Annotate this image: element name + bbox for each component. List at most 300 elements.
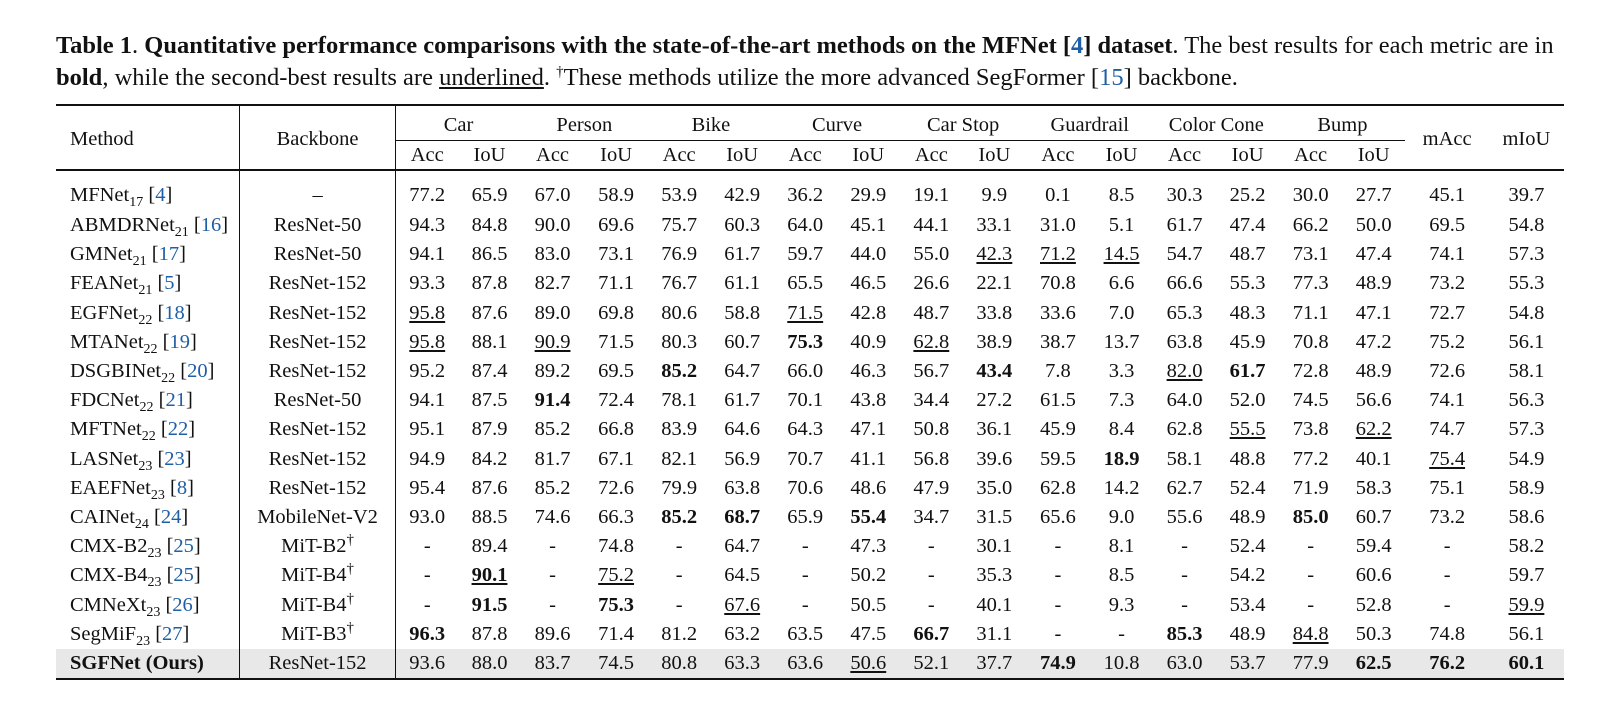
value-cell [1489,211,1564,240]
metric-value: 47.3 [850,535,887,558]
metric-value: 74.5 [1292,389,1329,412]
metric-value: 61.7 [1229,360,1266,383]
metric-value: - [1054,593,1062,616]
metric-value: 58.9 [1508,476,1545,499]
caption-cite2-link[interactable]: 15 [1099,64,1124,91]
value-cell [1216,561,1280,590]
metric-value: 73.1 [1292,243,1329,266]
value-cell [458,474,521,503]
value-cell [1090,357,1154,386]
metric-value: 77.3 [1292,272,1329,295]
value-cell [648,299,711,328]
value-cell [1153,170,1216,211]
caption-rest-c: . [543,64,557,91]
value-cell [1342,299,1406,328]
value-cell [584,357,648,386]
metric-value: 40.1 [1355,447,1392,470]
metric-value: 60.7 [1355,505,1392,528]
value-cell [710,211,774,240]
value-cell [1489,328,1564,357]
metric-value: 88.5 [471,505,508,528]
metric-value: 72.8 [1292,360,1329,383]
metric-value: 65.9 [787,505,824,528]
value-cell [963,474,1027,503]
backbone-cell [239,299,395,328]
citation-link[interactable]: 4 [155,183,166,206]
metric-value: - [423,535,431,558]
metric-value: 65.5 [787,272,824,295]
header-backbone: Backbone [239,105,395,170]
metric-value: 39.6 [976,447,1013,470]
metric-value: 74.9 [1040,651,1076,674]
value-cell [396,170,459,211]
value-cell [648,590,711,619]
citation-link[interactable]: 22 [167,418,189,441]
value-cell [1279,269,1342,298]
value-cell [1153,269,1216,298]
backbone-cell [239,649,395,679]
metric-value: 50.3 [1355,622,1392,645]
citation-link[interactable]: 24 [160,505,182,528]
metric-value: 71.1 [598,272,635,295]
value-cell [1090,620,1154,649]
metric-value: 59.5 [1040,447,1076,470]
method-cell: MFTNet$_{22}$ [22] [70,418,196,445]
method-name: CMX-B4 [70,564,148,587]
metric-value: - [1118,622,1125,645]
metric-value: 48.9 [1355,360,1392,383]
metric-value: 54.2 [1229,564,1266,587]
metric-value: 74.1 [1429,389,1466,412]
metric-value: 7.3 [1108,389,1135,412]
metric-value: 87.6 [471,301,508,324]
value-cell [1153,240,1216,269]
value-cell [1279,170,1342,211]
caption-bold-word: bold [56,64,103,91]
value-cell [774,620,837,649]
value-cell [648,386,711,415]
value-cell [1090,590,1154,619]
metric-value: 88.1 [471,330,508,353]
metric-value: 80.8 [661,651,698,674]
value-cell [1489,474,1564,503]
value-cell [1026,620,1090,649]
metric-value: 31.1 [976,622,1013,645]
metric-value: 8.5 [1108,183,1135,206]
metric-value: 0.1 [1045,183,1071,206]
backbone-name: ResNet-50 [273,389,362,412]
value-cell [396,240,459,269]
citation-link[interactable]: 18 [164,301,185,324]
method-year-subscript: 21 [174,225,189,241]
backbone-cell [239,328,395,357]
metric-value: 58.8 [724,301,761,324]
metric-value: 66.2 [1292,214,1329,237]
metric-value: 77.2 [1292,447,1329,470]
metric-value: 64.6 [724,418,761,441]
metric-value: 19.1 [913,183,950,206]
value-cell [710,620,774,649]
metric-value: 45.1 [1429,183,1466,206]
value-cell [521,649,585,679]
method-cell: CMX-$B2_{23}$ [25] [70,535,201,562]
value-cell [900,415,963,444]
value-cell [396,357,459,386]
metric-value: 46.3 [850,360,887,383]
method-year-subscript: 22 [141,429,156,445]
header-iou: IoU [1216,141,1280,171]
value-cell [648,328,711,357]
value-cell [1405,532,1488,561]
backbone-name: ResNet-50 [273,243,362,266]
metric-value: 68.7 [724,505,761,528]
value-cell [710,561,774,590]
value-cell [1090,415,1154,444]
metric-value: 60.3 [724,214,761,237]
metric-value: 66.8 [598,418,635,441]
citation-link[interactable]: 23 [164,447,185,470]
metric-value: 40.1 [976,593,1013,616]
value-cell [1405,503,1488,532]
method-cell: DSGBINet$_{22}$ [20] [70,360,215,387]
value-cell [521,561,585,590]
citation-link[interactable]: 21 [165,389,186,412]
metric-value: 64.5 [724,564,761,587]
value-cell [458,299,521,328]
table-row [56,240,1564,269]
metric-value: 89.4 [471,535,508,558]
header-iou: IoU [458,141,521,171]
value-cell [900,170,963,211]
table-row [56,357,1564,386]
metric-value: 83.0 [534,243,571,266]
value-cell [1216,328,1280,357]
citation-link[interactable]: 27 [162,622,183,645]
value-cell [1026,299,1090,328]
metric-value: 65.3 [1166,301,1203,324]
metric-value: 55.3 [1229,272,1266,295]
citation-link[interactable]: 16 [200,214,222,237]
metric-value: 94.1 [409,389,446,412]
metric-value: 74.1 [1429,243,1466,266]
metric-value: 56.9 [724,447,761,470]
metric-value: 26.6 [913,272,950,295]
value-cell [1090,328,1154,357]
table-row [56,503,1564,532]
metric-value: 8.5 [1108,564,1135,587]
table-row-ours [56,649,1564,679]
dagger-mark: † [346,619,354,636]
header-class-curve: Curve [774,105,900,141]
method-year-subscript: 22 [138,312,153,328]
value-cell [1026,386,1090,415]
metric-value: 90.0 [534,214,571,237]
value-cell [963,269,1027,298]
value-cell [1279,240,1342,269]
metric-value: 94.9 [409,447,446,470]
metric-value: 53.4 [1229,593,1266,616]
metric-value: 44.1 [913,214,950,237]
value-cell [584,386,648,415]
value-cell [836,474,900,503]
value-cell [458,503,521,532]
backbone-name: ResNet-152 [268,301,367,324]
metric-value: 95.2 [409,360,446,383]
value-cell [774,328,837,357]
value-cell [900,649,963,679]
metric-value: 72.7 [1429,301,1466,324]
value-cell [1279,620,1342,649]
metric-value: 81.7 [534,447,571,470]
backbone-name: MiT-B4 [281,593,347,616]
metric-value: 59.7 [787,243,824,266]
value-cell [648,357,711,386]
value-cell [836,299,900,328]
backbone-cell [239,357,395,386]
header-acc: Acc [648,141,711,171]
metric-value: 66.6 [1166,272,1203,295]
citation-link[interactable]: 5 [164,272,175,295]
value-cell [836,649,900,679]
metric-value: 64.7 [724,535,761,558]
value-cell [836,269,900,298]
value-cell [710,240,774,269]
header-class-person: Person [521,105,648,141]
metric-value: 66.3 [598,505,635,528]
value-cell [1153,503,1216,532]
value-cell [648,532,711,561]
value-cell [836,620,900,649]
value-cell [458,269,521,298]
metric-value: 71.9 [1292,476,1329,499]
metric-value: 96.3 [409,622,446,645]
metric-value: 63.0 [1166,651,1203,674]
metric-value: - [1307,535,1315,558]
value-cell [1489,357,1564,386]
value-cell [963,357,1027,386]
metric-value: 47.9 [913,476,950,499]
value-cell [1279,415,1342,444]
metric-value: 57.3 [1508,243,1545,266]
metric-value: 7.8 [1045,360,1071,383]
value-cell [584,445,648,474]
value-cell [1342,503,1406,532]
value-cell [648,503,711,532]
value-cell [1153,474,1216,503]
metric-value: 63.8 [724,476,761,499]
method-year-subscript: 21 [132,254,147,270]
value-cell [963,386,1027,415]
metric-value: 6.6 [1108,272,1135,295]
metric-value: 56.8 [913,447,950,470]
value-cell [836,211,900,240]
value-cell [1216,590,1280,619]
value-cell [521,170,585,211]
metric-value: 86.5 [471,243,508,266]
metric-value: 29.9 [850,183,887,206]
metric-value: 69.6 [598,214,635,237]
metric-value: 55.4 [850,505,887,528]
value-cell [1405,240,1488,269]
value-cell [774,561,837,590]
value-cell [1026,357,1090,386]
metric-value: 52.0 [1229,389,1266,412]
value-cell [1153,649,1216,679]
metric-value: 60.7 [724,330,761,353]
backbone-cell [239,503,395,532]
metric-value: 33.8 [976,301,1013,324]
value-cell [710,328,774,357]
value-cell [584,170,648,211]
method-cell: SegMiF$_{23}$ [27] [70,622,190,649]
method-cell: FEANet$_{21}$ [5] [70,272,182,299]
value-cell [458,590,521,619]
metric-value: 87.4 [471,360,508,383]
value-cell [584,211,648,240]
value-cell [1405,170,1488,211]
header-acc: Acc [1026,141,1090,171]
value-cell [396,445,459,474]
metric-value: 74.8 [598,535,635,558]
metric-value: 50.6 [850,651,887,674]
value-cell [458,415,521,444]
backbone-cell [239,415,395,444]
metric-value: 70.1 [787,389,824,412]
value-cell [1153,561,1216,590]
citation-link[interactable]: 17 [158,243,180,266]
metric-value: 95.4 [409,476,446,499]
value-cell [1342,357,1406,386]
metric-value: 27.7 [1355,183,1392,206]
backbone-name: MiT-B3 [281,622,347,645]
value-cell [584,649,648,679]
metric-value: 27.2 [976,389,1013,412]
value-cell [1090,445,1154,474]
method-year-subscript: 23 [136,633,151,649]
metric-value: 88.0 [471,651,508,674]
value-cell [1489,620,1564,649]
method-cell: CMNeXt$_{23}$ [26] [70,593,200,620]
metric-value: 94.1 [409,243,446,266]
metric-value: - [1307,564,1315,587]
value-cell [1090,170,1154,211]
value-cell [1405,590,1488,619]
value-cell [836,386,900,415]
method-year-subscript: 23 [138,458,153,474]
metric-value: 35.3 [976,564,1013,587]
value-cell [396,328,459,357]
metric-value: - [801,564,809,587]
value-cell [1026,328,1090,357]
metric-value: 55.0 [913,243,950,266]
metric-value: 7.0 [1108,301,1135,324]
value-cell [1279,532,1342,561]
value-cell [774,170,837,211]
value-cell [710,386,774,415]
citation-link[interactable]: 8 [176,476,188,499]
metric-value: 13.7 [1103,330,1140,353]
value-cell [836,445,900,474]
caption-cite-link[interactable]: 4 [1071,32,1084,59]
header-macc: mAcc [1405,105,1488,170]
citation-link[interactable]: 25 [173,535,194,558]
backbone-name: MiT-B2 [281,535,347,558]
metric-value: 64.3 [787,418,824,441]
value-cell [1405,328,1488,357]
header-acc: Acc [1153,141,1216,171]
metric-value: - [1181,593,1188,616]
metric-value: 48.6 [850,476,887,499]
value-cell [521,386,585,415]
value-cell [963,299,1027,328]
metric-value: 35.0 [976,476,1013,499]
header-acc: Acc [1279,141,1342,171]
table-row [56,299,1564,328]
value-cell [963,561,1027,590]
value-cell [774,269,837,298]
metric-value: 83.9 [661,418,698,441]
method-name: FDCNet [70,389,140,412]
value-cell [710,269,774,298]
metric-value: 70.8 [1040,272,1076,295]
backbone-name: ResNet-152 [268,272,367,295]
value-cell [521,328,585,357]
metric-value: 63.3 [724,651,761,674]
metric-value: 60.6 [1355,564,1392,587]
metric-value: 90.1 [471,564,508,587]
value-cell [458,445,521,474]
metric-value: 58.9 [598,183,635,206]
header-class-color-cone: Color Cone [1153,105,1279,141]
metric-value: - [1054,564,1062,587]
citation-link[interactable]: 19 [169,330,190,353]
header-class-car-stop: Car Stop [900,105,1026,141]
metric-value: 33.6 [1040,301,1076,324]
metric-value: 62.2 [1355,418,1392,441]
header-miou: mIoU [1489,105,1564,170]
citation-link[interactable]: 20 [187,360,208,383]
value-cell [963,503,1027,532]
metric-value: - [549,564,556,587]
value-cell [836,357,900,386]
value-cell [584,503,648,532]
metric-value: 54.8 [1508,214,1545,237]
value-cell [1216,532,1280,561]
metric-value: - [675,564,683,587]
value-cell [396,474,459,503]
metric-value: 70.7 [787,447,824,470]
metric-value: 95.8 [409,301,446,324]
value-cell [900,590,963,619]
header-iou: IoU [584,141,648,171]
citation-link[interactable]: 26 [172,593,193,616]
value-cell [396,503,459,532]
citation-link[interactable]: 25 [173,564,194,587]
value-cell [1489,649,1564,679]
method-cell: MFNet$_{17}$ [4] [70,183,173,210]
metric-value: 42.3 [976,243,1013,266]
value-cell [900,269,963,298]
value-cell [1153,620,1216,649]
metric-value: 59.4 [1355,535,1392,558]
value-cell [900,445,963,474]
value-cell [521,503,585,532]
backbone-cell [239,561,395,590]
value-cell [774,503,837,532]
metric-value: - [1054,622,1062,645]
value-cell [1090,240,1154,269]
value-cell [1153,386,1216,415]
